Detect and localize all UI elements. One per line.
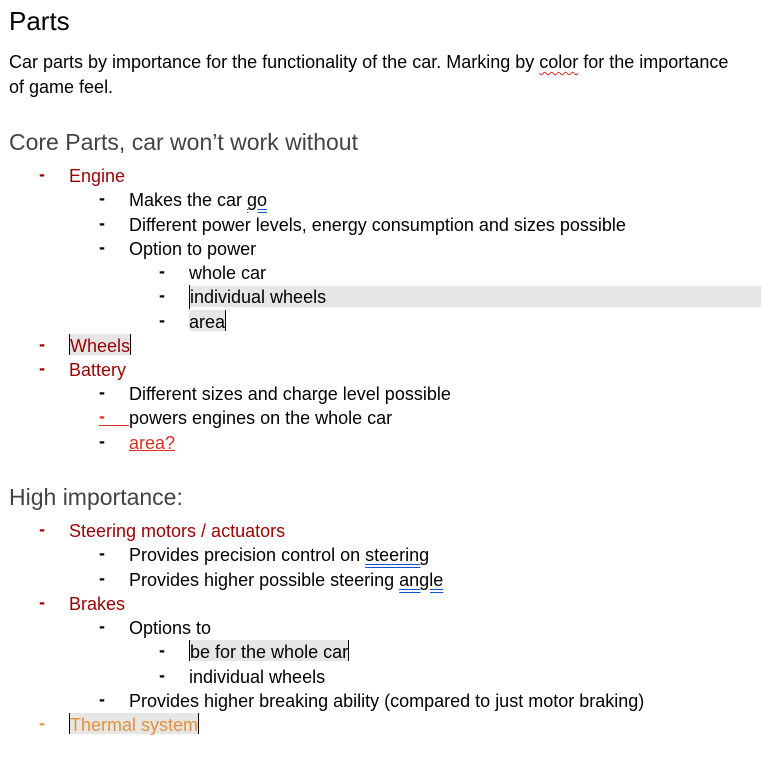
list-item[interactable]: individual wheels	[189, 667, 326, 687]
list-item[interactable]: whole car	[189, 263, 267, 283]
list-item-wheels[interactable]: Wheels	[70, 336, 131, 356]
list-item[interactable]: be for the whole car	[190, 642, 349, 662]
bullet: -	[159, 665, 165, 685]
grammar-suggestion[interactable]: steering	[365, 545, 430, 565]
bullet: -	[99, 689, 105, 709]
list-item[interactable]: individual wheels	[190, 287, 327, 307]
bullet: -	[159, 285, 165, 305]
list-item-brakes[interactable]: Brakes	[69, 594, 126, 614]
list-item[interactable]	[129, 188, 267, 212]
spelling-error[interactable]: color	[539, 52, 579, 72]
intro-text: for the importance	[578, 52, 729, 72]
bullet: -	[99, 213, 105, 233]
section-heading-high[interactable]: High importance:	[9, 484, 183, 510]
list-item[interactable]: powers engines on the whole car	[129, 408, 393, 428]
bullet: -	[99, 568, 105, 588]
bullet: -	[99, 237, 105, 257]
list-item[interactable]: Options to	[129, 618, 212, 638]
intro-line-2[interactable]: of game feel.	[9, 77, 114, 97]
bullet: -	[159, 261, 165, 281]
bullet: -	[99, 406, 105, 426]
bullet: -	[39, 713, 45, 733]
bullet: -	[99, 616, 105, 636]
bullet: -	[39, 519, 45, 539]
list-item[interactable]: Different power levels, energy consumption and sizes possible	[129, 215, 626, 235]
bullet: -	[99, 543, 105, 563]
bullet: -	[159, 640, 165, 660]
grammar-suggestion[interactable]: go	[247, 190, 268, 210]
bullet: -	[99, 382, 105, 402]
list-item[interactable]	[129, 543, 429, 567]
bullet: -	[39, 592, 45, 612]
list-item[interactable]: Option to power	[129, 239, 257, 259]
list-item[interactable]: Different sizes and charge level possible	[129, 384, 451, 404]
list-item-steering[interactable]: Steering motors / actuators	[69, 521, 286, 541]
list-text: Provides precision control on	[129, 545, 366, 565]
list-item[interactable]: area	[189, 312, 226, 332]
grammar-suggestion[interactable]: angle	[399, 570, 444, 590]
intro-line-1[interactable]	[9, 50, 728, 75]
suggested-edit[interactable]: area?	[129, 433, 176, 453]
list-item[interactable]	[129, 568, 443, 592]
bullet: -	[39, 164, 45, 184]
intro-text: Car parts by importance for the functionality of the car. Marking by	[9, 52, 540, 72]
bullet: -	[99, 431, 105, 451]
list-text: Provides higher possible steering	[129, 570, 400, 590]
page-title[interactable]: Parts	[9, 6, 70, 36]
bullet: -	[39, 358, 45, 378]
list-item-battery[interactable]: Battery	[69, 360, 127, 380]
bullet: -	[39, 334, 45, 354]
list-item-thermal[interactable]: Thermal system	[70, 715, 199, 735]
list-item[interactable]: Provides higher breaking ability (compared to just motor braking)	[129, 691, 645, 711]
bullet: -	[159, 310, 165, 330]
list-text: Makes the car	[129, 190, 248, 210]
list-item-engine[interactable]: Engine	[69, 166, 126, 186]
bullet: -	[99, 188, 105, 208]
section-heading-core[interactable]: Core Parts, car won’t work without	[9, 129, 358, 155]
